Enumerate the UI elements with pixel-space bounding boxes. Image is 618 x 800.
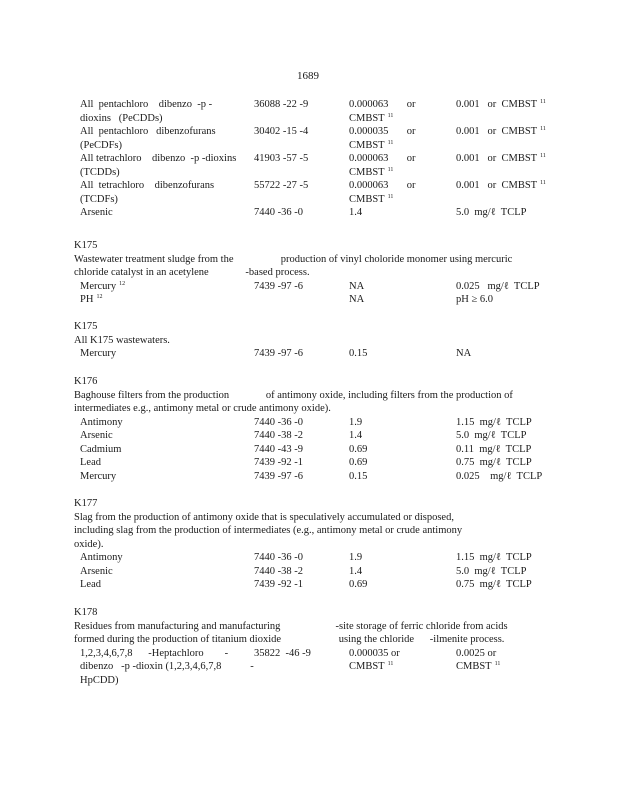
nonwastewater-standard: 5.0 mg/ℓ TCLP (456, 207, 527, 218)
waste-description: Baghouse filters from the production of antimony oxide, including filters from the production of (74, 389, 513, 401)
constituent-name: Arsenic (80, 430, 113, 441)
wastewater-standard: 0.15 (349, 470, 368, 482)
cas-number: 7439 -97 -6 (254, 280, 303, 292)
nonwastewater-standard: 0.025 mg/ℓ TCLP (456, 470, 543, 482)
wastewater-standard: 0.69 (349, 443, 368, 455)
wastewater-standard: 0.69 (349, 457, 368, 468)
nonwastewater-standard: 0.001 or CMBST $^{11}$ (456, 153, 546, 164)
nonwastewater-standard-cont: CMBST $^{11}$ (456, 661, 501, 672)
nonwastewater-standard: 0.75 mg/ℓ TCLP (456, 457, 532, 468)
footnote-ref: 11 (387, 661, 394, 667)
constituent-name: dibenzo -p -dioxin (1,2,3,4,6,7,8 - (80, 661, 254, 672)
waste-description: Slag from the production of antimony oxide that is speculatively accumulated or disposed, (74, 511, 454, 523)
nonwastewater-standard: 0.001 or CMBST $^{11}$ (456, 180, 546, 191)
nonwastewater-standard: 0.75 mg/ℓ TCLP (456, 579, 532, 590)
wastewater-standard: 1.4 (349, 565, 363, 577)
wastewater-standard: 1.9 (349, 552, 363, 563)
cas-number: 36088 -22 -9 (254, 99, 309, 110)
waste-code: K178 (74, 607, 98, 618)
footnote-ref: 12 (119, 280, 126, 287)
wastewater-standard: NA (349, 280, 365, 292)
page-number: 1689 (297, 70, 319, 82)
footnote-ref: 12 (96, 294, 103, 300)
nonwastewater-standard: 0.0025 or (456, 647, 497, 659)
footnote-ref: 11 (540, 126, 546, 132)
footnote-ref: 11 (387, 193, 394, 200)
constituent-name: Lead (80, 457, 101, 468)
footnote-ref: 11 (387, 112, 394, 119)
wastewater-standard-cont: CMBST $^{11}$ (349, 139, 394, 151)
footnote-ref: 11 (387, 139, 394, 146)
waste-description: formed during the production of titanium dioxide using the chloride -ilmenite process. (74, 634, 505, 645)
constituent-name: Antimony (80, 416, 123, 428)
nonwastewater-standard: 1.15 mg/ℓ TCLP (456, 552, 532, 563)
constituent-name: dioxins (PeCDDs) (80, 112, 163, 124)
constituent-name: Mercury (80, 348, 117, 359)
constituent-name: (TCDDs) (80, 166, 120, 178)
cas-number: 7440 -36 -0 (254, 416, 303, 428)
waste-code: K175 (74, 321, 98, 332)
nonwastewater-standard: 0.025 mg/ℓ TCLP (456, 280, 540, 292)
cas-number: 7440 -36 -0 (254, 207, 303, 218)
waste-code: K175 (74, 240, 98, 251)
nonwastewater-standard: 0.001 or CMBST $^{11}$ (456, 126, 546, 137)
constituent-name: Mercury $^{12}$ (80, 280, 126, 292)
waste-code: K177 (74, 498, 98, 509)
wastewater-standard-cont: CMBST $^{11}$ (349, 112, 394, 124)
waste-description: Wastewater treatment sludge from the production of vinyl choloride monomer using mercuric (74, 253, 513, 265)
wastewater-standard: 0.000035 or (349, 647, 400, 659)
cas-number: 41903 -57 -5 (254, 153, 309, 164)
nonwastewater-standard: 1.15 mg/ℓ TCLP (456, 416, 532, 428)
constituent-name: HpCDD) (80, 674, 119, 686)
constituent-name: All pentachloro dibenzofurans (80, 126, 216, 137)
constituent-name: PH $^{12}$ (80, 294, 103, 305)
cas-number: 7439 -92 -1 (254, 579, 303, 590)
wastewater-standard: NA (349, 294, 365, 305)
cas-number: 7440 -38 -2 (254, 430, 303, 441)
wastewater-standard: 0.000035 or (349, 126, 416, 137)
waste-description: chloride catalyst in an acetylene -based process. (74, 267, 310, 278)
footnote-ref: 11 (540, 180, 546, 186)
constituent-name: Arsenic (80, 207, 113, 218)
cas-number: 35822 -46 -9 (254, 647, 311, 659)
wastewater-standard: 0.15 (349, 348, 368, 359)
waste-description: including slag from the production of intermediates (e.g., antimony metal or crude antimony (74, 525, 463, 536)
waste-description: All K175 wastewaters. (74, 334, 170, 346)
waste-code: K176 (74, 376, 98, 387)
cas-number: 7439 -97 -6 (254, 470, 303, 482)
nonwastewater-standard: 5.0 mg/ℓ TCLP (456, 565, 527, 577)
wastewater-standard: 1.4 (349, 207, 363, 218)
wastewater-standard-cont: CMBST $^{11}$ (349, 166, 394, 178)
wastewater-standard: 1.4 (349, 430, 363, 441)
constituent-name: Lead (80, 579, 101, 590)
cas-number: 7440 -38 -2 (254, 565, 303, 577)
wastewater-standard: 0.000063 or (349, 99, 416, 110)
cas-number: 7439 -97 -6 (254, 348, 303, 359)
wastewater-standard: 0.000063 or (349, 180, 416, 191)
footnote-ref: 11 (494, 661, 501, 667)
nonwastewater-standard: 5.0 mg/ℓ TCLP (456, 430, 527, 441)
wastewater-standard: 0.000063 or (349, 153, 416, 164)
nonwastewater-standard: NA (456, 348, 472, 359)
cas-number: 7440 -43 -9 (254, 443, 303, 455)
waste-description: oxide). (74, 538, 104, 550)
constituent-name: (TCDFs) (80, 193, 118, 205)
constituent-name: Mercury (80, 470, 117, 482)
wastewater-standard: 0.69 (349, 579, 368, 590)
constituent-name: Arsenic (80, 565, 113, 577)
nonwastewater-standard: 0.001 or CMBST $^{11}$ (456, 99, 546, 110)
cas-number: 55722 -27 -5 (254, 180, 309, 191)
waste-description: Residues from manufacturing and manufacturing -site storage of ferric chloride from acids (74, 620, 508, 632)
constituent-name: All pentachloro dibenzo -p - (80, 99, 213, 110)
cas-number: 7439 -92 -1 (254, 457, 303, 468)
nonwastewater-standard: pH ≥ 6.0 (456, 294, 493, 305)
wastewater-standard-cont: CMBST $^{11}$ (349, 193, 394, 205)
nonwastewater-standard: 0.11 mg/ℓ TCLP (456, 443, 532, 455)
constituent-name: Antimony (80, 552, 123, 563)
waste-description: intermediates e.g., antimony metal or crude antimony oxide). (74, 403, 331, 414)
footnote-ref: 11 (387, 166, 394, 173)
cas-number: 7440 -36 -0 (254, 552, 303, 563)
footnote-ref: 11 (540, 99, 546, 105)
constituent-name: (PeCDFs) (80, 139, 123, 151)
constituent-name: 1,2,3,4,6,7,8 -Heptachloro - (80, 647, 229, 659)
footnote-ref: 11 (540, 153, 546, 159)
wastewater-standard: 1.9 (349, 416, 363, 428)
constituent-name: Cadmium (80, 443, 122, 455)
cas-number: 30402 -15 -4 (254, 126, 309, 137)
constituent-name: All tetrachloro dibenzo -p -dioxins (80, 153, 237, 164)
wastewater-standard-cont: CMBST $^{11}$ (349, 661, 394, 672)
constituent-name: All tetrachloro dibenzofurans (80, 180, 215, 191)
